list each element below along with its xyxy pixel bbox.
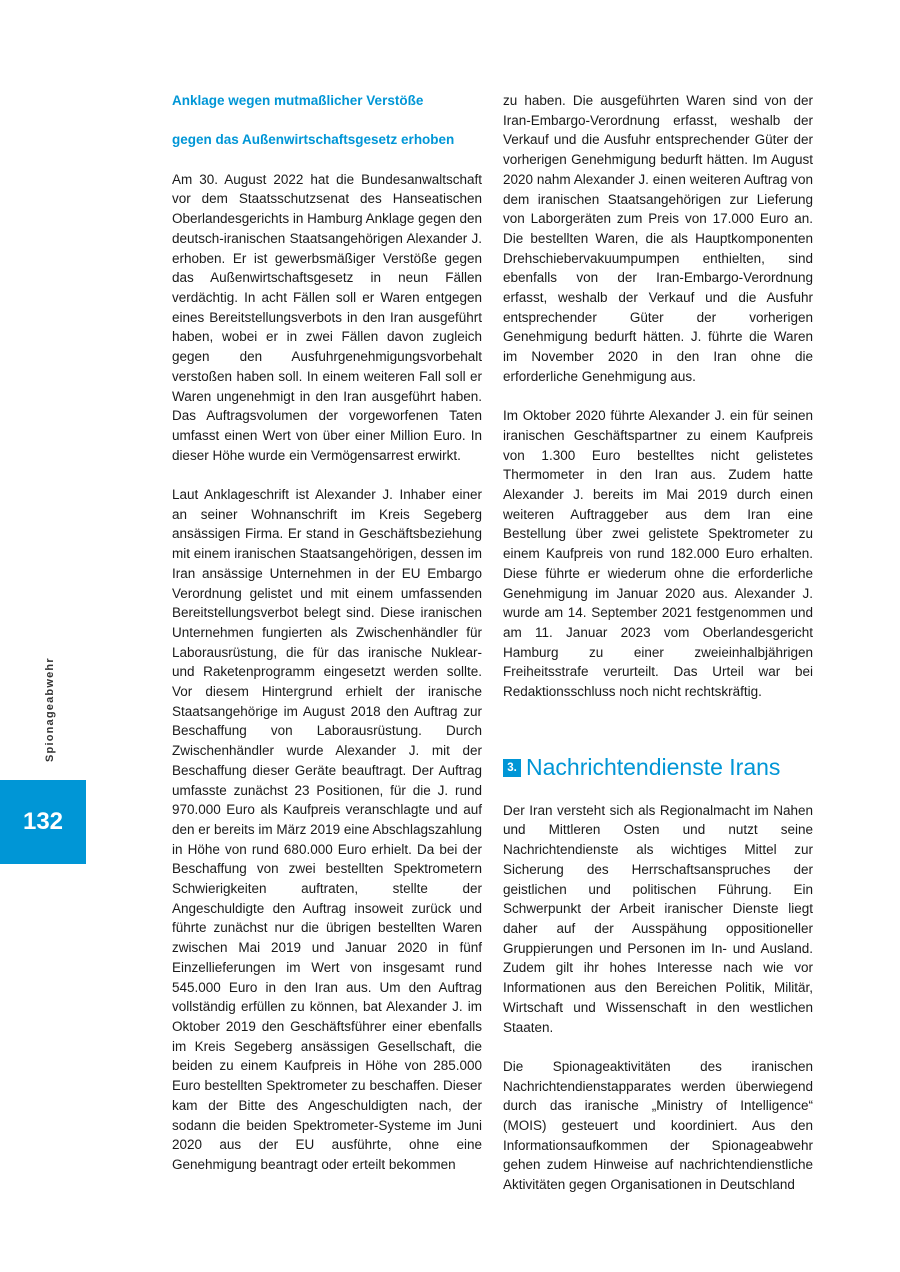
left-paragraph-2: Laut Anklageschrift ist Alexander J. Inhaber einer an seiner Wohnanschrift im Kreis Segeberg ansässigen Firma. Er stand in Geschäftsbeziehung mit einem iranischen Staatsangehörigen, dessen im Iran ansässige Unternehmen in der EU Embargo Verordnung gelistet und mit einem umfassenden Bereitstellungsverbot belegt sind. Diese iranischen Unternehmen fungierten als Zwischenhändler für Laborausrüstung, die für das iranische Nuklear- und Raketenprogramm eingesetzt werden sollte. Vor diesem Hintergrund erhielt der iranische Staatsangehörige im August 2018 den Auftrag zur Beschaffung von Laborausrüstung. Durch Zwischenhändler wurde Alexander J. mit der Beschaffung dieser Geräte beauftragt. Der Auftrag umfasste zunächst 23 Positionen, für die J. rund 970.000 Euro als Kaufpreis veranschlagte und auf den er bereits im März 2019 eine Abschlagszahlung in Höhe von rund 680.000 Euro erhielt. Da bei der Beschaffung von zwei bestellten Spektrometern Schwierigkeiten auftraten, stellte der Angeschuldigte den Auftrag insoweit zurück und führte zunächst nur die übrigen bestellten Waren zwischen Mai 2019 und Januar 2020 in fünf Einzellieferungen im Wert von insgesamt rund 545.000 Euro in den Iran aus. Um den Auftrag vollständig erfüllen zu können, bat Alexander J. im Oktober 2019 den Geschäftsführer einer ebenfalls im Kreis Segeberg ansässigen Gesellschaft, die beiden zu einem Kaufpreis in Höhe von 285.000 Euro bestellten Spektrometer zu beschaffen. Dieser kam der Bitte des Angeschuldigten nach, der sodann die beiden Spektrometer-Systeme im Juni 2020 aus der EU ausführte, ohne eine Genehmigung beantragt oder erteilt bekommen	[172, 487, 482, 1172]
section-title: Nachrichtendienste Irans	[526, 753, 781, 780]
right-paragraph-1: zu haben. Die ausgeführten Waren sind von der Iran-Embargo-Verordnung erfasst, weshalb der Verkauf und die Ausfuhr entsprechender Güter der vorherigen Genehmigung bedurft hätten. Im August 2020 nahm Alexander J. einen weiteren Auftrag von dem iranischen Staatsangehörigen zur Lieferung von Laborgeräten zum Preis von 17.000 Euro an. Die bestellten Waren, die als Hauptkomponenten Drehschiebervakuumpumpen enthielten, sind ebenfalls von der Iran-Embargo-Verordnung erfasst, weshalb der Verkauf und die Ausfuhr entsprechender Güter der vorherigen Genehmigung bedurft hätten. J. führte die Waren im November 2020 in den Iran ohne die erforderliche Genehmigung aus.	[503, 93, 813, 384]
left-paragraph-1: Am 30. August 2022 hat die Bundesanwaltschaft vor dem Staatsschutzsenat des Hanseatischen Oberlandesgerichts in Hamburg Anklage gegen den deutsch-iranischen Staatsangehörigen Alexander J. erhoben. Er ist gewerbsmäßiger Verstöße gegen das Außenwirtschaftsgesetz in neun Fällen verdächtig. In acht Fällen soll er Waren entgegen eines Bereitstellungsverbots in den Iran ausgeführt haben, wobei er in zwei Fällen davon zugleich gegen den Ausfuhrgenehmigungsvorbehalt verstoßen haben soll. In einem weiteren Fall soll er Waren ungenehmigt in den Iran ausgeführt haben. Das Auftragsvolumen der vorgeworfenen Taten umfasst einen Wert von über einer Million Euro. In dieser Höhe wurde ein Vermögensarrest erwirkt.	[172, 171, 482, 463]
page-number: 132	[22, 808, 64, 835]
right-column	[503, 91, 813, 1195]
section-heading	[503, 752, 813, 784]
subheading-line-1: Anklage wegen mutmaßlicher Verstöße	[172, 93, 424, 108]
page-number-tab	[0, 780, 86, 864]
subheading-line-2: gegen das Außenwirtschaftsgesetz erhoben	[172, 132, 455, 148]
section-side-label: Spionageabwehr	[44, 657, 56, 762]
right-paragraph-4: Die Spionageaktivitäten des iranischen Nachrichtendienstapparates werden überwiegend durch das iranische „Ministry of Intelligence“ (MOIS) gesteuert und koordiniert. Aus den Informationsaufkommen der Spionageabwehr gehen zudem Hinweise auf nachrichtendienstliche Aktivitäten gegen Organisationen in Deutschland	[503, 1058, 813, 1193]
right-paragraph-2: Im Oktober 2020 führte Alexander J. ein für seinen iranischen Geschäftspartner zu einem Kaufpreis von 1.300 Euro bestelltes nicht gelistetes Thermometer in den Iran aus. Zudem hatte Alexander J. bereits im Mai 2019 durch einen weiteren Auftraggeber aus dem Iran eine Bestellung über zwei gelistete Spektrometer zu einem Kaufpreis von rund 182.000 Euro erhalten. Diese führte er wiederum ohne die erforderliche Genehmigung im Januar 2020 aus. Alexander J. wurde am 14. September 2021 festgenommen und am 11. Januar 2023 vom Oberlandesgericht Hamburg zu einer zweieinhalbjährigen Freiheitsstrafe verurteilt. Das Urteil war bei Redaktionsschluss noch nicht rechtskräftig.	[503, 408, 813, 700]
left-column	[172, 91, 482, 1175]
right-paragraph-3: Der Iran versteht sich als Regionalmacht im Nahen und Mittleren Osten und nutzt seine Nachrichtendienste als wichtiges Mittel zur Sicherung des Herrschaftsanspruches der geistlichen und politischen Führung. Ein Schwerpunkt der Arbeit iranischer Dienste liegt daher auf der Ausspähung oppositioneller Gruppierungen und Personen im In- und Ausland. Zudem gilt ihr hohes Interesse nach wie vor Informationen aus den Bereichen Politik, Militär, Wirtschaft und Wissenschaft in den westlichen Staaten.	[503, 802, 813, 1035]
section-number-badge: 3.	[503, 759, 521, 777]
